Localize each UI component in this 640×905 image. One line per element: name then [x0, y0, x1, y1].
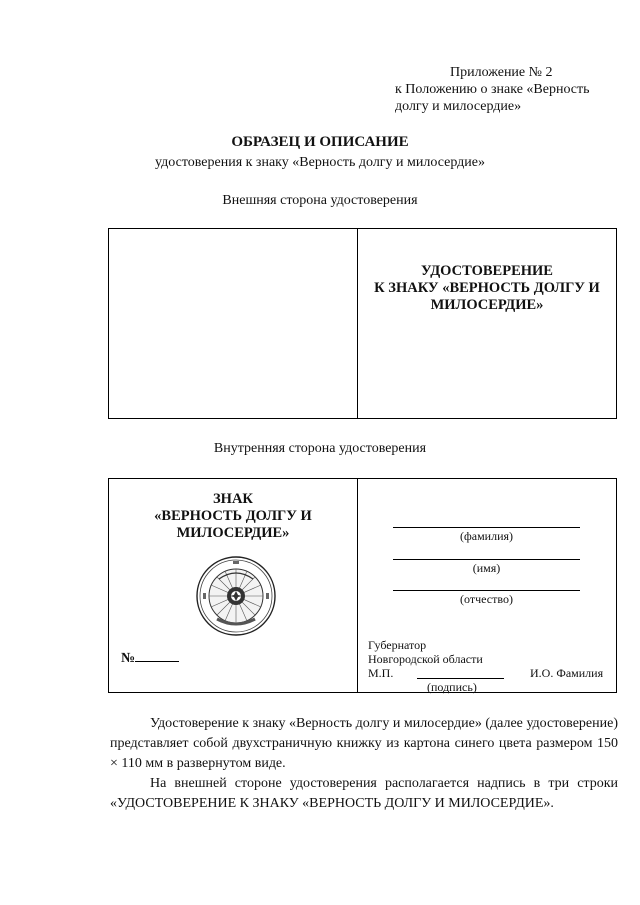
patronymic-line: [393, 590, 580, 591]
surname-caption: (фамилия): [459, 529, 514, 543]
page-title: ОБРАЗЕЦ И ОПИСАНИЕ: [231, 134, 409, 150]
badge-title-line-1: ЗНАК: [213, 491, 253, 507]
signature-caption: (подпись): [427, 680, 477, 694]
badge-emblem-icon: [195, 555, 277, 637]
badge-title: [109, 491, 357, 542]
description-text: [110, 714, 618, 814]
badge-title-line-3: МИЛОСЕРДИЕ»: [176, 525, 290, 541]
certificate-number: [121, 649, 179, 667]
paragraph-2: На внешней стороне удостоверения располагается надпись в три строки «УДОСТОВЕРЕНИЕ К ЗНАКУ «ВЕРНОСТЬ ДОЛГУ И МИЛОСЕРДИЕ».: [110, 776, 618, 811]
governor-title: [368, 638, 483, 666]
appendix-number: Приложение № 2: [450, 65, 553, 80]
number-label: №: [121, 651, 136, 666]
appendix-header: [395, 64, 590, 115]
appendix-reference: к Положению о знаке «Верность: [395, 82, 590, 97]
badge-title-line-2: «ВЕРНОСТЬ ДОЛГУ И: [154, 508, 312, 524]
name-caption: (имя): [472, 561, 501, 575]
governor-line-2: Новгородской области: [368, 652, 483, 666]
cover-line-2: К ЗНАКУ «ВЕРНОСТЬ ДОЛГУ И: [374, 280, 600, 296]
governor-name: И.О. Фамилия: [530, 666, 604, 680]
name-line: [393, 559, 580, 560]
card-fold-line: [357, 479, 358, 692]
patronymic-caption: (отчество): [460, 592, 513, 606]
paragraph-1: Удостоверение к знаку «Верность долгу и милосердие» (далее удостоверение) представляет собой двухстраничную книжку из картона синего цвета размером 150 × 110 мм в развернутом виде.: [110, 716, 618, 771]
page-subtitle: удостоверения к знаку «Верность долгу и милосердие»: [155, 155, 485, 170]
inner-side-label: Внутренняя сторона удостоверения: [213, 441, 427, 456]
appendix-reference-cont: долгу и милосердие»: [395, 99, 522, 114]
stamp-place: М.П.: [368, 666, 394, 680]
cover-line-1: УДОСТОВЕРЕНИЕ: [421, 263, 553, 279]
outer-side-label: Внешняя сторона удостоверения: [222, 193, 418, 208]
cover-inscription: [358, 263, 616, 314]
surname-line: [393, 527, 580, 528]
card-fold-line: [357, 229, 358, 418]
inner-side-card: [108, 478, 617, 693]
outer-side-card: [108, 228, 617, 419]
governor-line-1: Губернатор: [368, 638, 427, 652]
number-blank: [135, 649, 179, 662]
cover-line-3: МИЛОСЕРДИЕ»: [430, 297, 544, 313]
signature-line: [417, 678, 504, 679]
